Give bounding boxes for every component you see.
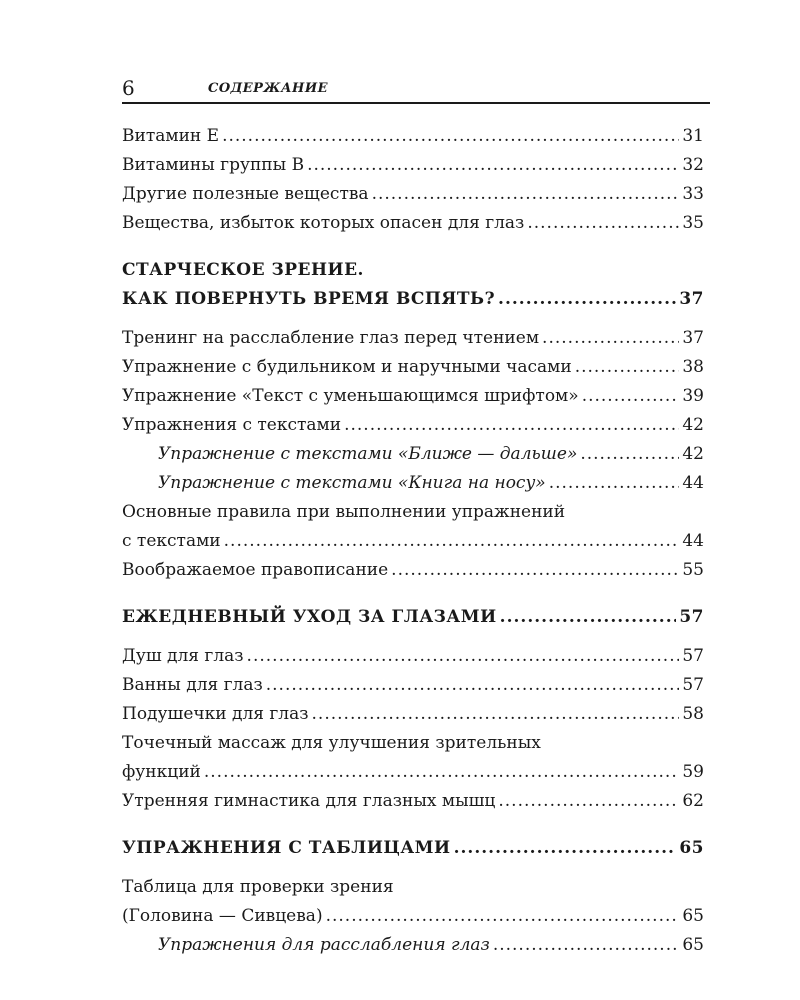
toc-entry [122,411,704,440]
toc-section [122,256,704,314]
dot-leader [454,834,677,863]
dot-leader [527,209,679,238]
toc-page-number: 33 [682,184,704,204]
toc-page-number: 57 [682,675,704,695]
toc-page-number: 44 [682,473,704,493]
toc-page-number: 42 [682,415,704,435]
toc-entry-title-line: Точечный массаж для улучшения зрительных [122,733,541,753]
toc-page-number: 37 [682,328,704,348]
dot-leader [372,180,680,209]
toc-page-number: 59 [682,762,704,782]
toc-entry-title: ЕЖЕДНЕВНЫЙ УХОД ЗА ГЛАЗАМИ [122,607,497,627]
toc-page-number: 65 [679,838,704,858]
toc-page-number: 57 [679,607,704,627]
toc-page-number: 65 [682,935,704,955]
toc-page-number: 58 [682,704,704,724]
dot-leader [575,353,680,382]
toc-entry-title-line: СТАРЧЕСКОЕ ЗРЕНИЕ. [122,260,364,280]
toc-entry [122,498,704,556]
toc-section [122,834,704,863]
toc-entry-title: Упражнения для расслабления глаз [158,935,490,955]
page-number: 6 [122,76,135,100]
toc-entry-title: Утренняя гимнастика для глазных мышц [122,791,496,811]
dot-leader [307,151,679,180]
toc-entry-title-line: Таблица для проверки зрения [122,877,394,897]
toc-entry [122,324,704,353]
toc-entry-title: Упражнение с текстами «Книга на носу» [158,473,546,493]
toc-entry [122,382,704,411]
dot-leader [247,642,680,671]
toc-entry-title: (Головина — Сивцева) [122,906,323,926]
toc-entry [122,642,704,671]
dot-leader [582,382,680,411]
toc-page-number: 44 [682,531,704,551]
toc-entry-title: УПРАЖНЕНИЯ С ТАБЛИЦАМИ [122,838,451,858]
toc-entry-title: Упражнения с текстами [122,415,342,435]
toc-entry-title: Воображаемое правописание [122,560,389,580]
toc-page-number: 38 [682,357,704,377]
toc-entry-title: Ванны для глаз [122,675,263,695]
dot-leader [542,324,679,353]
toc-subentry [122,931,704,960]
toc-page-number: 39 [682,386,704,406]
toc-entry [122,700,704,729]
toc-entry [122,151,704,180]
dot-leader [326,902,680,931]
dot-leader [344,411,679,440]
toc-entry-title: Упражнение с текстами «Ближе — дальше» [158,444,578,464]
toc-entry [122,787,704,816]
page-header [122,76,710,104]
dot-leader [498,285,676,314]
dot-leader [498,787,679,816]
toc-entry [122,873,704,931]
toc-entry-title-line: Основные правила при выполнении упражнений [122,502,566,522]
toc-entry-title: Душ для глаз [122,646,244,666]
toc-entry [122,122,704,151]
toc-subentry [122,440,704,469]
dot-leader [266,671,680,700]
dot-leader [224,527,680,556]
toc-subentry [122,469,704,498]
dot-leader [312,700,680,729]
toc-page-number: 37 [679,289,704,309]
toc-page-number: 55 [682,560,704,580]
toc-page-number: 57 [682,646,704,666]
toc-entry [122,209,704,238]
toc-entry-title: Другие полезные вещества [122,184,369,204]
toc-page-number: 35 [682,213,704,233]
toc-page-number: 32 [682,155,704,175]
toc-entry-title: Витамин Е [122,126,220,146]
toc-entry [122,556,704,585]
toc-entry-title: Подушечки для глаз [122,704,309,724]
toc-entry [122,729,704,787]
dot-leader [493,931,680,960]
toc-entry-title: Вещества, избыток которых опасен для глаз [122,213,525,233]
toc-section [122,603,704,632]
dot-leader [500,603,677,632]
toc-entry-title: Упражнение «Текст с уменьшающимся шрифтом» [122,386,579,406]
toc-entry [122,671,704,700]
toc-entry-title: с текстами [122,531,221,551]
toc-page-number: 42 [682,444,704,464]
toc-entry-title: Тренинг на расслабление глаз перед чтением [122,328,540,348]
dot-leader [222,122,679,151]
toc-entry [122,180,704,209]
toc-page-number: 65 [682,906,704,926]
toc-page-number: 62 [682,791,704,811]
dot-leader [549,469,680,498]
toc-entry-title: функций [122,762,201,782]
running-title: СОДЕРЖАНИЕ [208,81,329,96]
toc-entry-title: КАК ПОВЕРНУТЬ ВРЕМЯ ВСПЯТЬ? [122,289,496,309]
toc-entry-title: Витамины группы В [122,155,305,175]
dot-leader [391,556,679,585]
toc-entry-title: Упражнение с будильником и наручными часами [122,357,572,377]
dot-leader [204,758,680,787]
table-of-contents [122,122,704,960]
dot-leader [580,440,679,469]
toc-page-number: 31 [682,126,704,146]
toc-entry [122,353,704,382]
